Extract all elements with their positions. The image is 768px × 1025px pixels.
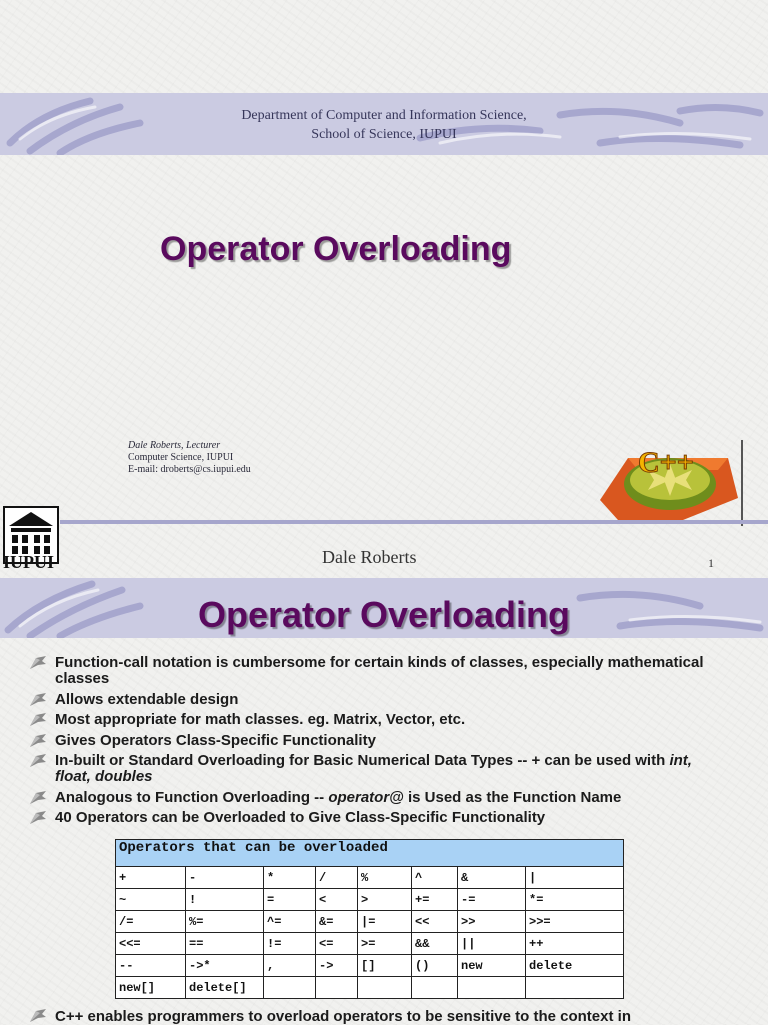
table-cell: delete[]: [186, 977, 264, 999]
list-item: 40 Operators can be Overloaded to Give Class-Specific Functionality: [28, 810, 728, 826]
content-slide: [0, 578, 768, 1024]
bullet-icon: [28, 753, 48, 769]
slide-title: Operator Overloading: [197, 594, 571, 635]
table-cell: +: [116, 867, 186, 889]
cpp-logo-icon: [598, 440, 744, 526]
table-cell: >: [358, 889, 412, 911]
table-header-row: [116, 840, 624, 867]
list-item: Gives Operators Class-Specific Functionality: [28, 733, 728, 749]
iupui-logo-text: IUPUI: [3, 552, 55, 572]
table-cell: new[]: [116, 977, 186, 999]
table-cell: *: [264, 867, 316, 889]
table-cell: &: [458, 867, 526, 889]
list-item: Most appropriate for math classes. eg. Matrix, Vector, etc.: [28, 712, 728, 728]
table-cell: =: [264, 889, 316, 911]
bullet-icon: [28, 655, 48, 671]
page-number: 1: [708, 556, 714, 570]
author-name: Dale Roberts, Lecturer: [128, 440, 221, 451]
table-cell: -=: [458, 889, 526, 911]
header-band: [0, 93, 768, 155]
table-cell: ->: [316, 955, 358, 977]
list-item: Function-call notation is cumbersome for certain kinds of classes, especially mathematical classes: [28, 655, 728, 687]
table-cell: ++: [526, 933, 624, 955]
table-cell: [458, 977, 526, 999]
author-info: [128, 440, 251, 476]
table-cell: &=: [316, 911, 358, 933]
bullet-icon: [28, 810, 48, 826]
list-item: In-built or Standard Overloading for Basic Numerical Data Types -- + can be used with int, float, doubles: [28, 753, 728, 785]
table-cell: [358, 977, 412, 999]
table-cell: !=: [264, 933, 316, 955]
bullet-list: [28, 655, 728, 831]
list-item: Allows extendable design: [28, 692, 728, 708]
operators-table: [115, 839, 624, 999]
table-cell: delete: [526, 955, 624, 977]
svg-text:C++: C++: [638, 446, 694, 479]
table-cell: >>=: [526, 911, 624, 933]
table-cell: /=: [116, 911, 186, 933]
table-cell: <=: [316, 933, 358, 955]
table-cell: /: [316, 867, 358, 889]
table-row: [116, 867, 624, 889]
table-row: [116, 933, 624, 955]
table-cell: ||: [458, 933, 526, 955]
table-cell: ~: [116, 889, 186, 911]
table-cell: [264, 977, 316, 999]
bullet-icon: [28, 692, 48, 708]
table-row: [116, 955, 624, 977]
bullet-icon: [28, 790, 48, 806]
footer-name: Dale Roberts: [322, 547, 417, 567]
list-item: Analogous to Function Overloading -- operator@ is Used as the Function Name: [28, 790, 728, 806]
table-cell: [412, 977, 458, 999]
table-cell: |: [526, 867, 624, 889]
table-cell: &&: [412, 933, 458, 955]
table-cell: *=: [526, 889, 624, 911]
table-cell: >>: [458, 911, 526, 933]
bullet-icon: [28, 1008, 48, 1024]
department-line-2: School of Science, IUPUI: [311, 127, 457, 142]
table-cell: [526, 977, 624, 999]
table-cell: <<: [412, 911, 458, 933]
table-cell: new: [458, 955, 526, 977]
table-cell: []: [358, 955, 412, 977]
table-cell: -: [186, 867, 264, 889]
table-cell: [316, 977, 358, 999]
table-cell: <<=: [116, 933, 186, 955]
table-cell: %: [358, 867, 412, 889]
table-cell: ^=: [264, 911, 316, 933]
table-row: [116, 911, 624, 933]
table-cell: --: [116, 955, 186, 977]
table-row: [116, 889, 624, 911]
header-band: [0, 578, 768, 638]
author-department: Computer Science, IUPUI: [128, 452, 234, 463]
table-cell: <: [316, 889, 358, 911]
table-cell: ==: [186, 933, 264, 955]
table-cell: ->*: [186, 955, 264, 977]
table-cell: ^: [412, 867, 458, 889]
list-item: C++ enables programmers to overload operators to be sensitive to the context in: [28, 1008, 631, 1025]
table-cell: +=: [412, 889, 458, 911]
table-cell: %=: [186, 911, 264, 933]
table-cell: >=: [358, 933, 412, 955]
slide-title: Operator Overloading: [160, 230, 512, 268]
divider-rule: [60, 520, 768, 524]
table-cell: ,: [264, 955, 316, 977]
table-cell: |=: [358, 911, 412, 933]
bullet-icon: [28, 733, 48, 749]
department-line-1: Department of Computer and Information Science,: [241, 108, 527, 123]
table-header: Operators that can be overloaded: [116, 840, 624, 867]
bullet-icon: [28, 712, 48, 728]
swirl-decoration: [0, 93, 768, 155]
table-cell: (): [412, 955, 458, 977]
table-cell: !: [186, 889, 264, 911]
table-row: [116, 977, 624, 999]
author-email: E-mail: droberts@cs.iupui.edu: [128, 464, 251, 475]
